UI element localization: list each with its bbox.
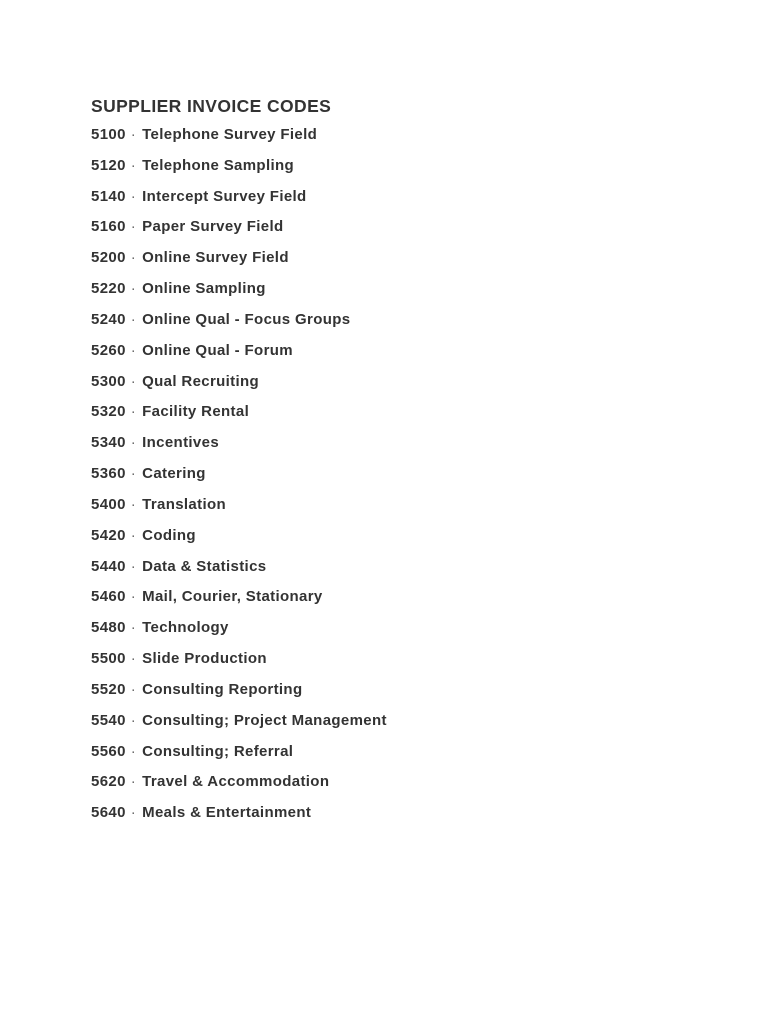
separator-dot: · [130, 557, 137, 575]
invoice-code-number: 5320 [91, 403, 126, 421]
separator-dot: · [130, 372, 137, 390]
separator-dot: · [130, 619, 137, 637]
list-item [91, 126, 691, 157]
invoice-code-number: 5620 [91, 773, 126, 791]
list-item [91, 588, 691, 619]
list-item [91, 650, 691, 681]
list-item [91, 280, 691, 311]
separator-dot: · [130, 742, 137, 760]
invoice-code-label: Online Qual - Focus Groups [142, 310, 351, 328]
invoice-code-number: 5360 [91, 465, 126, 483]
separator-dot: · [130, 680, 137, 698]
list-item [91, 496, 691, 527]
invoice-code-label: Facility Rental [142, 403, 250, 421]
invoice-code-label: Travel & Accommodation [142, 773, 330, 791]
list-item [91, 373, 691, 404]
invoice-code-label: Telephone Sampling [142, 156, 295, 174]
list-item [91, 434, 691, 465]
invoice-code-label: Slide Production [142, 650, 267, 668]
list-item [91, 712, 691, 743]
list-item [91, 157, 691, 188]
invoice-code-number: 5240 [91, 310, 126, 328]
separator-dot: · [130, 465, 137, 483]
separator-dot: · [130, 126, 137, 143]
list-item [91, 527, 691, 558]
invoice-code-number: 5460 [91, 588, 126, 606]
invoice-code-number: 5400 [91, 495, 126, 513]
invoice-code-label: Technology [142, 619, 229, 637]
list-item [91, 619, 691, 650]
separator-dot: · [130, 495, 137, 513]
list-item [91, 558, 691, 589]
invoice-code-number: 5420 [91, 526, 126, 544]
invoice-code-number: 5540 [91, 711, 126, 729]
list-item [91, 403, 691, 434]
list-item [91, 743, 691, 774]
separator-dot: · [130, 434, 137, 452]
separator-dot: · [130, 711, 137, 729]
invoice-code-label: Translation [142, 495, 227, 513]
separator-dot: · [130, 403, 137, 421]
separator-dot: · [130, 650, 137, 668]
invoice-code-number: 5340 [91, 434, 126, 452]
invoice-code-label: Online Survey Field [142, 249, 289, 267]
invoice-code-label: Consulting; Referral [142, 742, 294, 760]
invoice-code-label: Online Sampling [142, 280, 266, 298]
list-item [91, 188, 691, 219]
invoice-code-label: Data & Statistics [142, 557, 267, 575]
separator-dot: · [130, 773, 137, 791]
invoice-code-number: 5300 [91, 372, 126, 390]
invoice-code-number: 5440 [91, 557, 126, 575]
invoice-code-label: Catering [142, 465, 206, 483]
separator-dot: · [130, 156, 137, 174]
invoice-code-label: Paper Survey Field [142, 218, 284, 236]
invoice-code-label: Meals & Entertainment [142, 804, 312, 822]
invoice-code-number: 5120 [91, 156, 126, 174]
separator-dot: · [130, 341, 137, 359]
invoice-code-label: Online Qual - Forum [142, 341, 293, 359]
list-item [91, 218, 691, 249]
invoice-code-number: 5220 [91, 280, 126, 298]
invoice-code-label: Coding [142, 526, 196, 544]
invoice-code-number: 5160 [91, 218, 126, 236]
separator-dot: · [130, 804, 137, 822]
list-item [91, 249, 691, 280]
separator-dot: · [130, 310, 137, 328]
page-title: SUPPLIER INVOICE CODES [91, 96, 332, 116]
invoice-code-label: Consulting Reporting [142, 680, 303, 698]
invoice-code-label: Intercept Survey Field [142, 187, 307, 205]
separator-dot: · [130, 218, 137, 236]
list-item [91, 681, 691, 712]
invoice-code-number: 5480 [91, 619, 126, 637]
invoice-code-label: Qual Recruiting [142, 372, 260, 390]
invoice-code-number: 5260 [91, 341, 126, 359]
invoice-code-number: 5100 [91, 126, 126, 143]
list-item [91, 773, 691, 804]
invoice-code-number: 5140 [91, 187, 126, 205]
invoice-code-label: Incentives [142, 434, 220, 452]
invoice-code-list [91, 126, 691, 835]
list-item [91, 804, 691, 835]
invoice-code-number: 5520 [91, 680, 126, 698]
invoice-code-label: Consulting; Project Management [142, 711, 387, 729]
invoice-code-number: 5640 [91, 804, 126, 822]
separator-dot: · [130, 187, 137, 205]
separator-dot: · [130, 588, 137, 606]
invoice-code-label: Mail, Courier, Stationary [142, 588, 323, 606]
invoice-code-number: 5500 [91, 650, 126, 668]
separator-dot: · [130, 526, 137, 544]
separator-dot: · [130, 249, 137, 267]
document-content [91, 94, 691, 835]
invoice-code-number: 5200 [91, 249, 126, 267]
list-item [91, 342, 691, 373]
list-item [91, 465, 691, 496]
invoice-code-label: Telephone Survey Field [142, 126, 318, 143]
list-item [91, 311, 691, 342]
separator-dot: · [130, 280, 137, 298]
invoice-code-number: 5560 [91, 742, 126, 760]
